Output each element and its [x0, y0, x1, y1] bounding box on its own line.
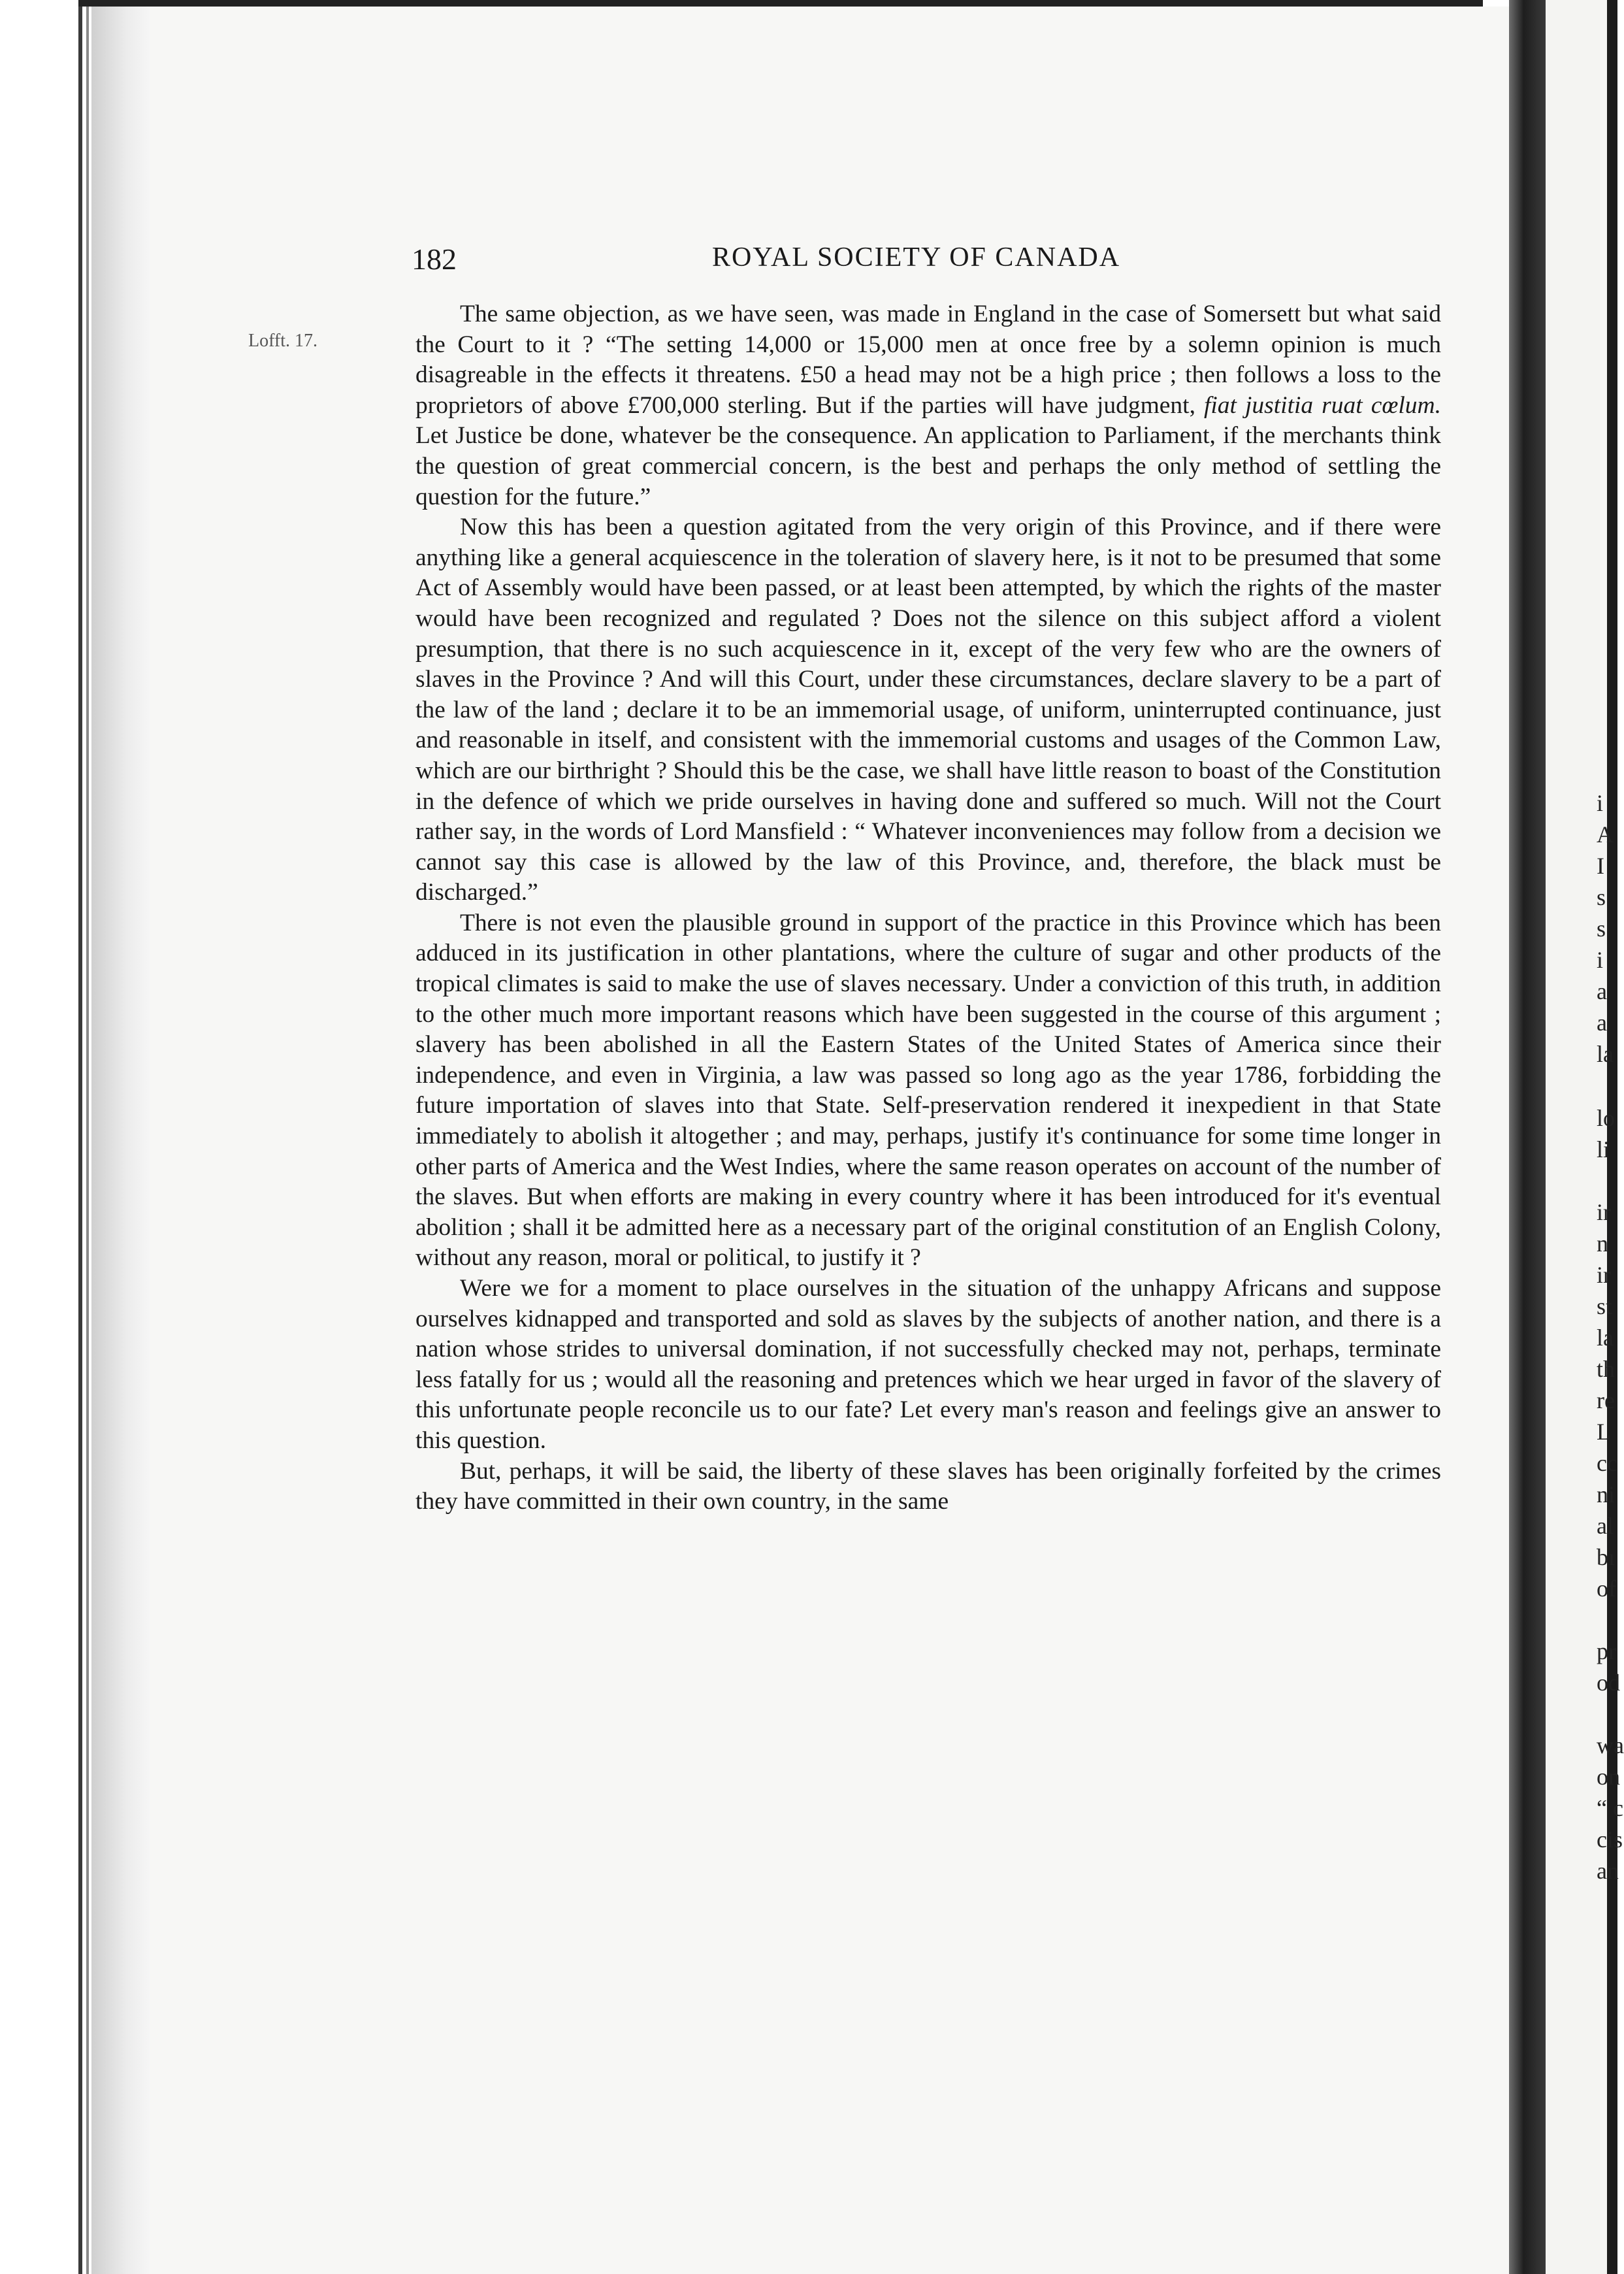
facing-page-fragment: th	[1597, 1356, 1616, 1382]
facing-page-fragment: li	[1597, 1136, 1610, 1162]
paragraph-1-latin-phrase: fiat justitia ruat cœlum.	[1203, 391, 1441, 419]
facing-page-fragment: I	[1597, 853, 1604, 879]
facing-page-fragment: bı	[1597, 1544, 1616, 1570]
facing-page-fragment: ni	[1597, 1481, 1616, 1508]
facing-page-fragment: L	[1597, 1419, 1611, 1445]
facing-page-fragment: wa	[1597, 1732, 1624, 1758]
facing-page-fragment: an	[1597, 1858, 1619, 1884]
facing-page-fragment: lo	[1597, 1105, 1616, 1131]
facing-page-fragment: al	[1597, 1513, 1614, 1539]
facing-page-fragment: la	[1597, 1041, 1614, 1067]
facing-page-fragment: i	[1597, 947, 1604, 973]
facing-page-fragment: A	[1597, 821, 1614, 848]
facing-page-fragment: s	[1597, 915, 1606, 942]
facing-page-fragment: re	[1597, 1387, 1615, 1413]
facing-page-fragment: cc	[1597, 1450, 1617, 1476]
facing-page-fragment: on	[1597, 1764, 1620, 1790]
facing-page-fragment: n	[1597, 1230, 1608, 1257]
paragraph-1-text-b: Let Justice be done, whatever be the consequence. An application to Parliament, if the merchants think the question of great commercial concern, is the best and perhaps the only method of settling the question for the future.”	[415, 422, 1441, 510]
page-number: 182	[412, 242, 457, 276]
binding-shadow	[91, 0, 150, 2274]
facing-page-edge	[1546, 0, 1624, 2274]
facing-page-fragment: st	[1597, 1293, 1613, 1319]
binding-edge-line-secondary	[86, 0, 89, 2274]
facing-page-fragment: pr	[1597, 1638, 1616, 1664]
facing-page-fragment: ir	[1597, 1199, 1611, 1225]
header-title: ROYAL SOCIETY OF CANADA	[712, 242, 1121, 272]
paragraph-2: Now this has been a question agitated from the very origin of this Province, and if there were anything like a general acquiescence in the toleration of slavery here, is it not to be presumed that some Act of Assembly would have been passed, or at least been attempted, by which the rights of the master would have been recognized and regulated ? Does not the silence on this subject afford a violent presumption, that there is no such acquiescence in it, except of the very few who are the owners of slaves in the Province ? And will this Court, under these circumstances, declare slavery to be a part of the law of the land ; declare it to be an immemorial usage, of uniform, uninterrupted continuance, just and reasonable in itself, and consistent with the immemorial customs and usages of the Common Law, which are our birthright ? Should this be the case, we shall have little reason to boast of the Constitution in the defence of which we pride ourselves in having done and suffered so much. Will not the Court rather say, in the words of Lord Mansfield : “ Whatever inconveniences may follow from a decision we cannot say this case is allowed by the law of this Province, and, therefore, the black must be discharged.”	[415, 514, 1441, 906]
top-edge	[78, 0, 1483, 7]
paragraph-1	[415, 299, 1441, 512]
facing-page-fragment: cis	[1597, 1826, 1623, 1853]
facing-page-fragment: s	[1597, 884, 1606, 910]
facing-page-fragment: of	[1597, 1575, 1616, 1602]
paragraph-3: There is not even the plausible ground in support of the practice in this Province which has been adduced in its justification in other plantations, where the culture of sugar and other products of the tropical climates is said to make the use of slaves necessary. Under a conviction of this truth, in addition to the other much more important reasons which have been suggested in the course of this argument ; slavery has been abolished in all the Eastern States of the United States of America since their independence, and even in Virginia, a law was passed so long ago as the year 1786, forbidding the future importation of slaves into that State. Self-preservation rendered it inexpedient in that State immediately to abolish it altogether ; and may, perhaps, justify it's continuance for some time longer in other parts of America and the West Indies, where the same reason operates on account of the number of the slaves. But when efforts are making in every country where it has been introduced for it's eventual abolition ; shall it be admitted here as a necessary part of the original constitution of an English Colony, without any reason, moral or political, to justify it ?	[415, 909, 1441, 1272]
margin-note: Lofft. 17.	[248, 331, 318, 351]
facing-page-fragment: la	[1597, 1325, 1614, 1351]
binding-edge-line	[78, 0, 82, 2274]
facing-page-fragment: i	[1597, 790, 1604, 816]
body-text	[415, 299, 1441, 1517]
paragraph-4: Were we for a moment to place ourselves in the situation of the unhappy Africans and suppose ourselves kidnapped and transported and sold as slaves by the subjects of another nation, and there is a nation whose strides to universal domination, if not successfully checked may not, perhaps, terminate less fatally for us ; would all the reasoning and pretences which we hear urged in favor of the slavery of this unfortunate people reconcile us to our fate? Let every man's reason and feelings give an answer to this question.	[415, 1275, 1441, 1454]
facing-page-fragment: “ c	[1597, 1795, 1623, 1821]
paragraph-5: But, perhaps, it will be said, the liberty of these slaves has been originally forfeited by the crimes they have committed in their own country, in the same	[415, 1457, 1441, 1515]
left-binding	[0, 0, 72, 2274]
facing-page-fragment: od	[1597, 1670, 1620, 1696]
paragraph-1-text-a: The same objection, as we have seen, was made in England in the case of Somersett but what said the Court to it ? “The setting 14,000 or 15,000 men at once free by a solemn opinion is much disagreable in the effects it threatens. £50 a head may not be a high price ; then follows a loss to the proprietors of above £700,000 sterling. But if the parties will have judgment,	[415, 301, 1441, 419]
facing-page-fragment: ir	[1597, 1262, 1611, 1288]
facing-page-fragment: a	[1597, 978, 1607, 1004]
book-gutter-shadow	[1509, 0, 1546, 2274]
facing-page-fragment: a	[1597, 1010, 1607, 1036]
